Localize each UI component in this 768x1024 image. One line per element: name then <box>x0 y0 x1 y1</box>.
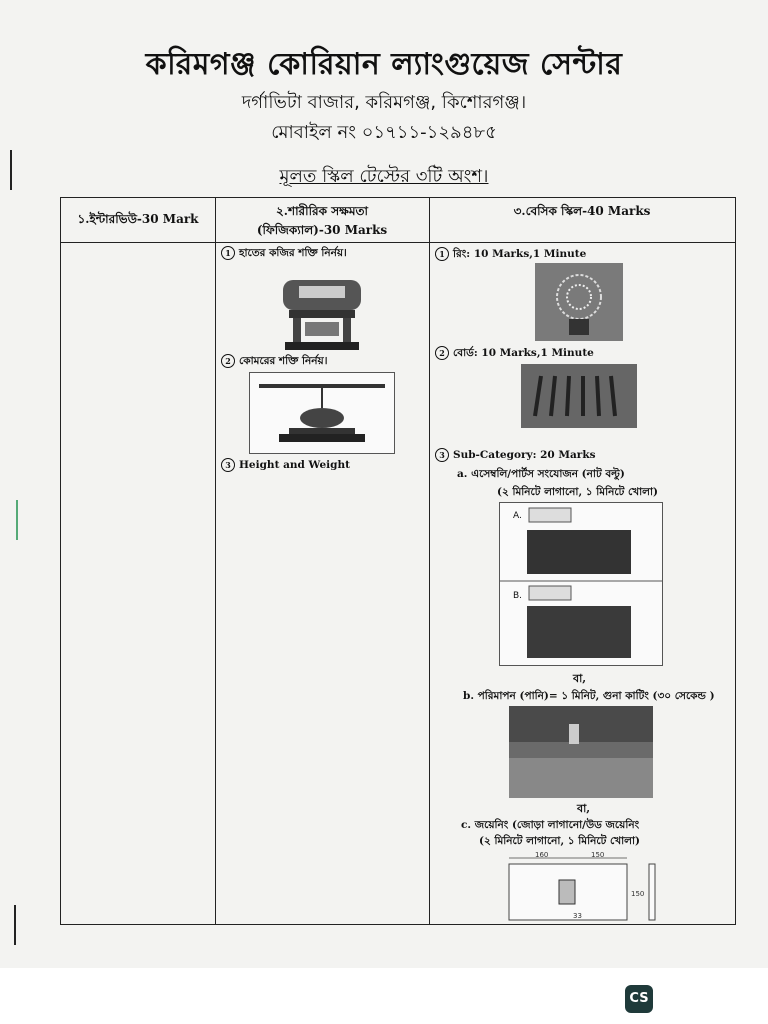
col-interview-header: ১.ইন্টারভিউ-30 Mark <box>77 212 199 226</box>
item-label: হাতের কজির শক্তি নির্নয়। <box>239 247 347 259</box>
col-divider <box>429 198 430 924</box>
header-divider <box>61 242 735 243</box>
item-label: Sub-Category: 20 Marks <box>453 449 596 461</box>
wood-joining-diagram <box>505 850 665 922</box>
physical-item-3 <box>221 458 350 472</box>
col-divider <box>215 198 216 924</box>
item-number: 2 <box>221 354 235 368</box>
board-test-image <box>521 364 637 428</box>
grip-dynamometer-image <box>275 278 369 352</box>
item-number: 2 <box>435 346 449 360</box>
margin-mark <box>10 150 12 190</box>
dim-label-4: 33 <box>573 912 582 920</box>
col-basic-header: ৩.বেসিক স্কিল-40 Marks <box>513 204 651 218</box>
back-strength-image <box>249 372 395 454</box>
item-number: 3 <box>221 458 235 472</box>
camscanner-logo: CS <box>625 985 653 1013</box>
center-mobile: মোবাইল নং ০১৭১১-১২৯৪৮৫ <box>271 122 497 143</box>
or-label: বা, <box>577 802 591 815</box>
basic-item-2 <box>435 346 594 363</box>
item-label: রিং: 10 Marks,1 Minute <box>453 248 587 260</box>
basic-item-1 <box>435 247 586 264</box>
measurement-test-image <box>509 706 653 798</box>
or-label: বা, <box>573 672 587 685</box>
sub-category-a-time: (২ মিনিটে লাগানো, ১ মিনিটে খোলা) <box>497 486 658 498</box>
subtitle-text: মূলত স্কিল টেস্টের ৩টি অংশ। <box>279 166 489 187</box>
col-physical-header-line2: (ফিজিক্যাল)-30 Marks <box>256 223 388 237</box>
item-label: বোর্ড: 10 Marks,1 Minute <box>453 347 594 359</box>
item-number: 1 <box>435 247 449 261</box>
item-label: কোমরের শক্তি নির্নয়। <box>239 355 328 367</box>
panel-b-label: B. <box>513 591 523 601</box>
sub-category-b: b. পরিমাপন (পানি)= ১ মিনিট, গুনা কাটিং (৩০ সেকেন্ড ) <box>463 690 715 702</box>
center-title: করিমগঞ্জ কোরিয়ান ল্যাংগুয়েজ সেন্টার <box>145 47 623 82</box>
dim-label-3: 150 <box>631 890 645 898</box>
dim-label-2: 150 <box>591 851 605 859</box>
sub-category-a: a. এসেম্বলি/পার্টস সংযোজন (নাট বল্টু) <box>457 468 625 480</box>
margin-mark <box>16 500 18 540</box>
dim-label-1: 160 <box>535 851 549 859</box>
skill-test-table <box>60 197 736 925</box>
item-number: 3 <box>435 448 449 462</box>
item-number: 1 <box>221 246 235 260</box>
physical-item-2 <box>221 354 327 371</box>
ring-test-image <box>535 263 623 341</box>
assembly-panels-image <box>499 502 663 666</box>
col-physical-header <box>215 202 429 240</box>
item-label: Height and Weight <box>239 459 350 471</box>
basic-item-3 <box>435 448 596 462</box>
section-subtitle <box>0 162 768 193</box>
col-physical-header-line1: ২.শারীরিক সক্ষমতা <box>276 204 368 218</box>
physical-item-1 <box>221 246 347 263</box>
sub-category-c: c. জয়েনিং (জোড়া লাগানো/উড জয়েনিং <box>461 819 640 831</box>
panel-a-label: A. <box>513 511 522 521</box>
sub-category-c-time: (২ মিনিটে লাগানো, ১ মিনিটে খোলা) <box>479 835 640 847</box>
center-address: দর্গাভিটা বাজার, করিমগঞ্জ, কিশোরগঞ্জ। <box>241 92 527 113</box>
margin-mark <box>14 905 16 945</box>
